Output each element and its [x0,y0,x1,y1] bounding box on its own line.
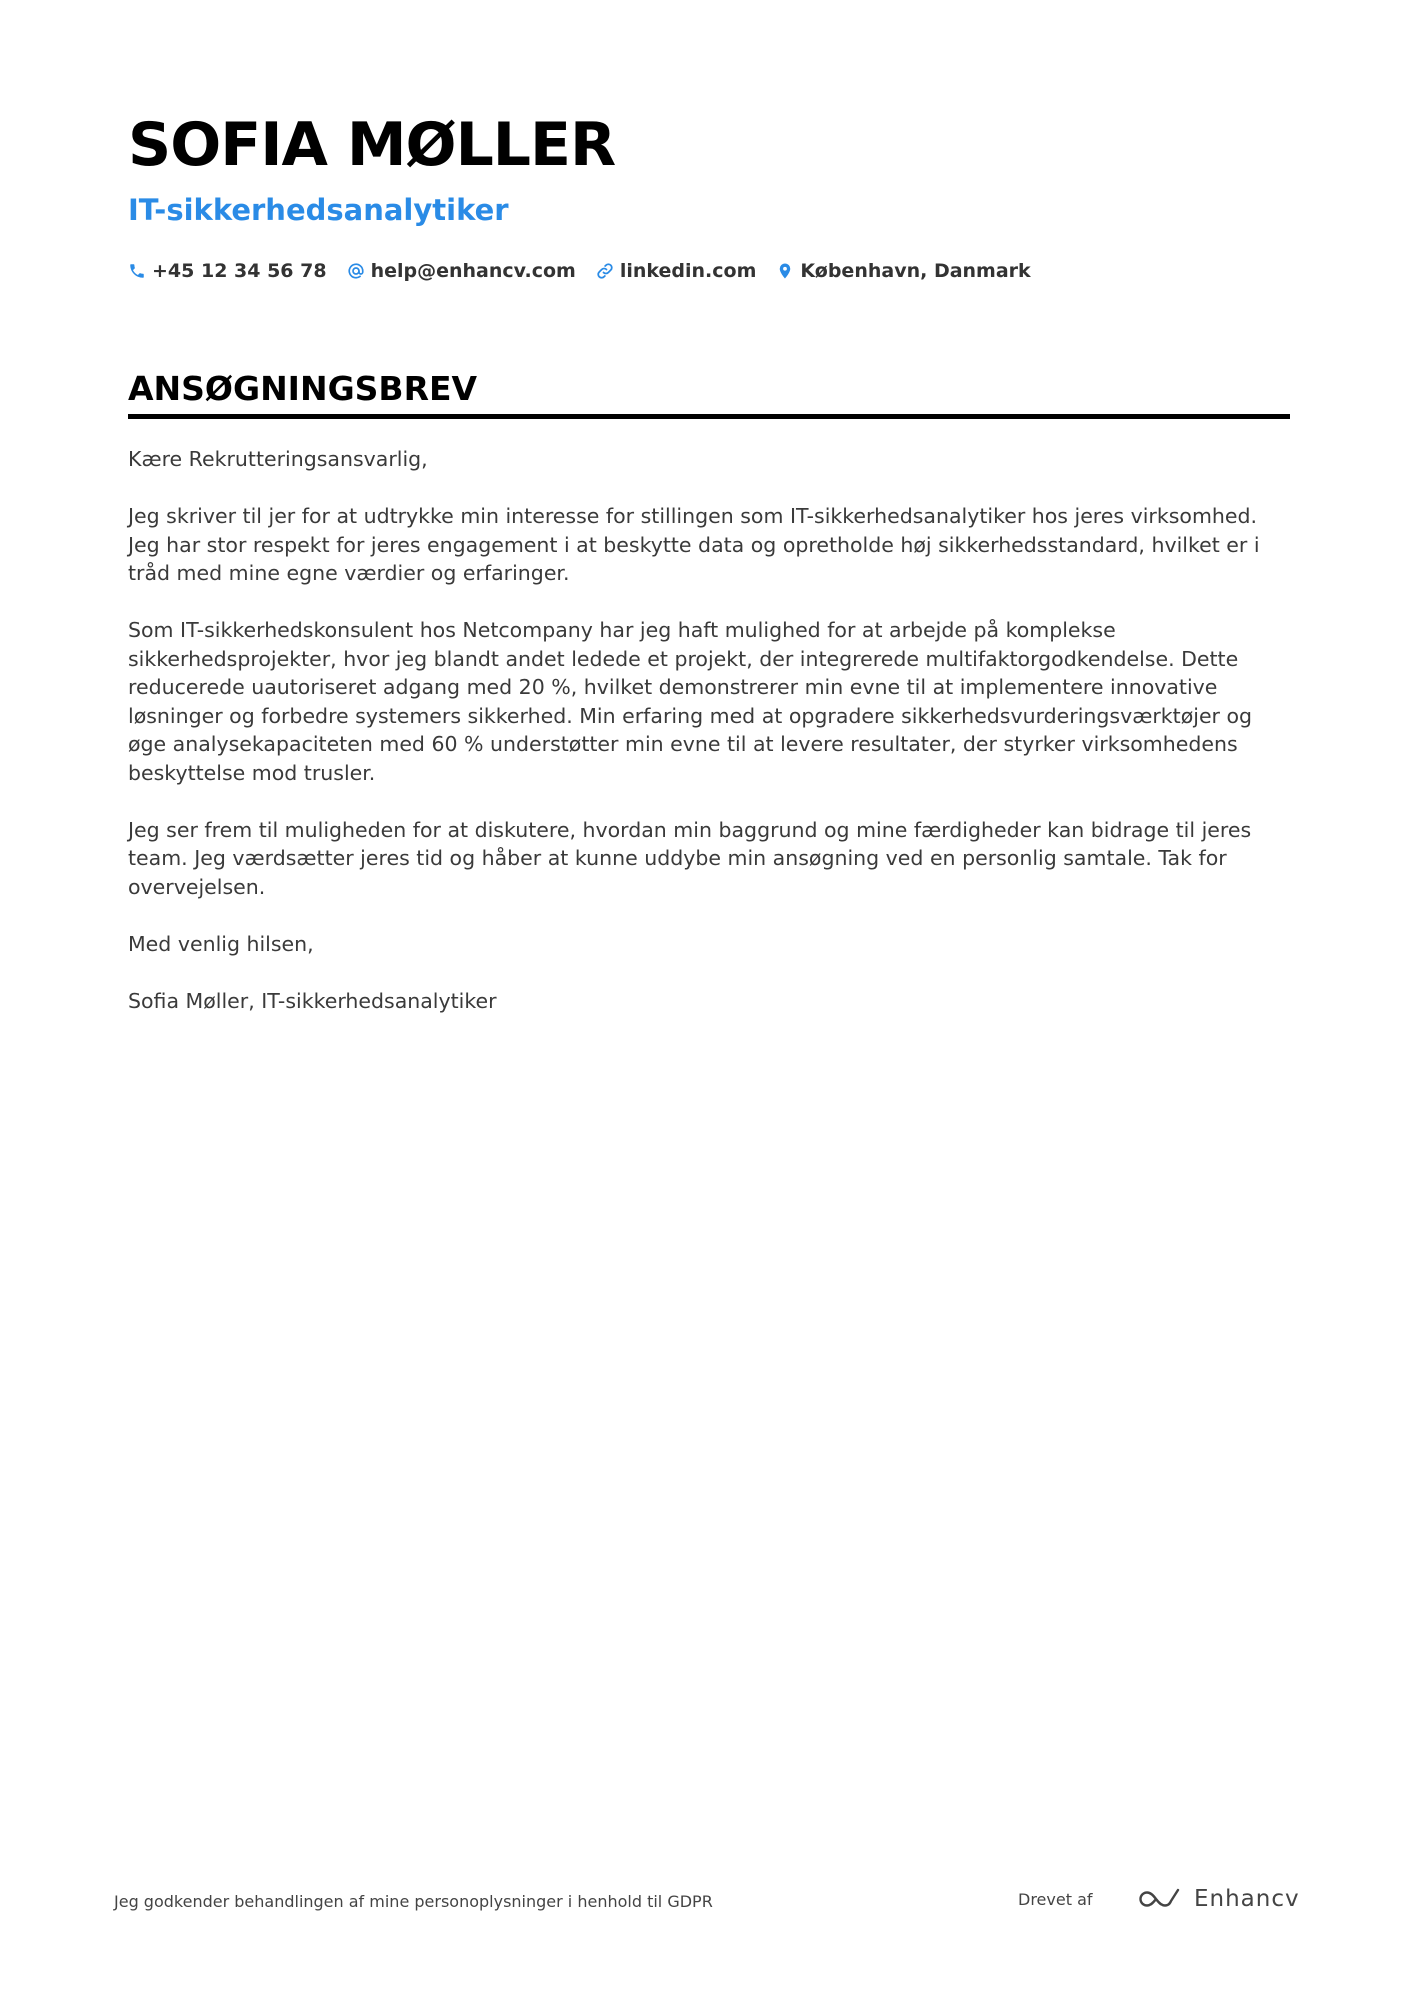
contact-email-text: help@enhancv.com [370,260,576,282]
header [128,108,1288,282]
letter-signature: Sofia Møller, IT-sikkerhedsanalytiker [128,988,497,1013]
applicant-role: IT-sikkerhedsanalytiker [128,193,509,227]
location-pin-icon [776,262,794,280]
letter-body [128,445,1290,1015]
enhancv-logo-icon [1136,1886,1182,1912]
gdpr-consent-text: Jeg godkender behandlingen af mine personoplysninger i henhold til GDPR [114,1892,713,1911]
link-icon [596,262,614,280]
at-icon [347,262,365,280]
applicant-name: SOFIA MØLLER [128,110,616,180]
letter-paragraph-2: Som IT-sikkerhedskonsulent hos Netcompany har jeg haft mulighed for at arbejde på komplekse sikkerhedsprojekter, hvor jeg blandt andet ledede et projekt, der integrerede multifaktorgodkendelse. Dette reducerede uautoriseret adgang med 20 %, hvilket demonstrerer min evne til at implementere innovative løsninger og forbedre systemers sikkerhed. Min erfaring med at opgradere sikkerhedsvurderingsværktøjer og øge analysekapaciteten med 60 % understøtter min evne til at levere resultater, der styrker virksomhedens beskyttelse mod trusler. [128,618,1253,785]
footer [114,1886,1300,1920]
cover-letter-section [128,368,1290,1044]
contact-location [776,260,1030,282]
letter-greeting: Kære Rekrutteringsansvarlig, [128,447,428,471]
contact-linkedin-text: linkedin.com [619,260,757,282]
section-title: ANSØGNINGSBREV [128,368,1290,419]
contact-location-text: København, Danmark [800,260,1031,282]
powered-by-label: Drevet af [1018,1890,1093,1909]
letter-paragraph-3: Jeg ser frem til muligheden for at diskutere, hvordan min baggrund og mine færdigheder kan bidrage til jeres team. Jeg værdsætter jeres tid og håber at kunne uddybe min ansøgning ved en personlig samtale. Tak for overvejelsen. [128,817,1252,899]
enhancv-brand-name: Enhancv [1194,1886,1300,1912]
contact-phone-text: +45 12 34 56 78 [152,260,327,282]
contact-linkedin [596,260,757,282]
contact-phone [128,260,327,282]
contact-bar [128,260,1288,282]
enhancv-brand-link[interactable] [1136,1886,1300,1912]
contact-email [347,260,576,282]
letter-closing: Med venlig hilsen, [128,931,314,956]
letter-paragraph-1: Jeg skriver til jer for at udtrykke min interesse for stillingen som IT-sikkerhedsanalytiker hos jeres virksomhed. Jeg har stor respekt for jeres engagement i at beskytte data og opretholde høj sikkerhedsstandard, hvilket er i tråd med mine egne værdier og erfaringer. [128,504,1260,585]
phone-icon [128,262,146,280]
